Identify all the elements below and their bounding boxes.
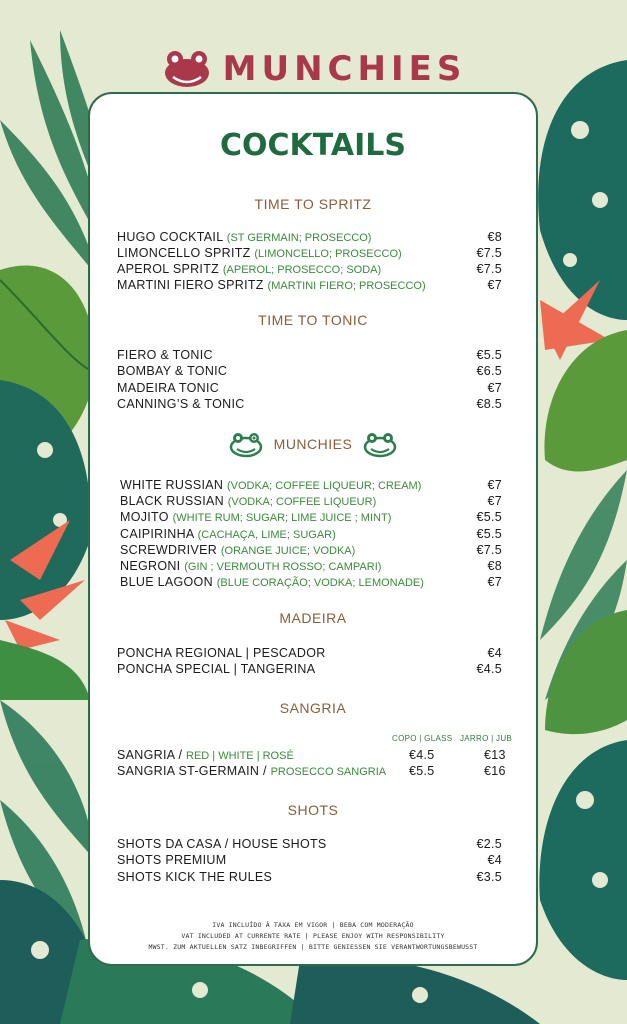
jar-column-header: JARRO | JUB	[460, 734, 513, 743]
frog-head-icon	[161, 47, 213, 91]
menu-item: BLUE LAGOON (BLUE CORAÇÃO; VODKA; LEMONADE) €7	[120, 575, 502, 589]
menu-item: SCREWDRIVER (ORANGE JUICE; VODKA) €7.5	[120, 543, 502, 557]
brand-header	[0, 44, 627, 94]
section-title-tonic: TIME TO TONIC	[258, 312, 368, 328]
footer-note-en: VAT INCLUDED AT CURRENTE RATE | PLEASE ENJOY WITH RESPONSIBILITY	[181, 932, 445, 940]
menu-item: NEGRONI (GIN ; VERMOUTH ROSSO; CAMPARI) €8	[120, 559, 502, 573]
frog-head-icon	[228, 430, 264, 458]
menu-item: MADEIRA TONIC €7	[117, 381, 502, 395]
frog-head-icon	[362, 430, 398, 458]
menu-item: APEROL SPRITZ (APEROL; PROSECCO; SODA) €7.5	[117, 262, 502, 276]
menu-item: FIERO & TONIC €5.5	[117, 348, 502, 362]
menu-item: CAIPIRINHA (CACHAÇA, LIME; SUGAR) €5.5	[120, 527, 502, 541]
footer-note-pt: IVA INCLUÍDO À TAXA EM VIGOR | BEBA COM MODERAÇÃO	[212, 921, 414, 929]
menu-item: MOJITO (WHITE RUM; SUGAR; LIME JUICE ; MINT) €5.5	[120, 510, 502, 524]
section-title-spritz: TIME TO SPRITZ	[254, 196, 372, 212]
menu-item: PONCHA SPECIAL | TANGERINA €4.5	[117, 662, 502, 676]
menu-item: MARTINI FIERO SPRITZ (MARTINI FIERO; PROSECCO) €7	[117, 278, 502, 292]
glass-column-header: COPO | GLASS	[392, 734, 453, 743]
menu-card	[88, 92, 538, 966]
menu-item: BLACK RUSSIAN (VODKA; COFFEE LIQUEUR) €7	[120, 494, 502, 508]
section-title-munchies: MUNCHIES	[90, 430, 536, 458]
menu-item: PONCHA REGIONAL | PESCADOR €4	[117, 646, 502, 660]
menu-item: BOMBAY & TONIC €6.5	[117, 364, 502, 378]
section-title-shots: SHOTS	[287, 802, 339, 818]
menu-item: SANGRIA ST-GERMAIN / PROSECCO SANGRIA €5.5 €16	[117, 764, 506, 778]
footer-note-de: MWST. ZUM AKTUELLEN SATZ INBEGRIFFEN | BITTE GENIESSEN SIE VERANTWORTUNGSBEWUSST	[148, 943, 478, 951]
menu-item: SANGRIA / RED | WHITE | ROSÉ €4.5 €13	[117, 748, 506, 762]
menu-title: COCKTAILS	[219, 128, 407, 163]
menu-item: SHOTS DA CASA / HOUSE SHOTS €2.5	[117, 837, 502, 851]
brand-name: MUNCHIES	[222, 49, 467, 89]
menu-item: SHOTS PREMIUM €4	[117, 853, 502, 867]
menu-item: LIMONCELLO SPRITZ (LIMONCELLO; PROSECCO) €7.5	[117, 246, 502, 260]
menu-item: SHOTS KICK THE RULES €3.5	[117, 870, 502, 884]
menu-item: WHITE RUSSIAN (VODKA; COFFEE LIQUEUR; CREAM) €7	[120, 478, 502, 492]
section-title-sangria: SANGRIA	[279, 700, 347, 716]
menu-item: HUGO COCKTAIL (ST GERMAIN; PROSECCO) €8	[117, 230, 502, 244]
menu-item: CANNING’S & TONIC €8.5	[117, 397, 502, 411]
section-title-madeira: MADEIRA	[279, 610, 347, 626]
